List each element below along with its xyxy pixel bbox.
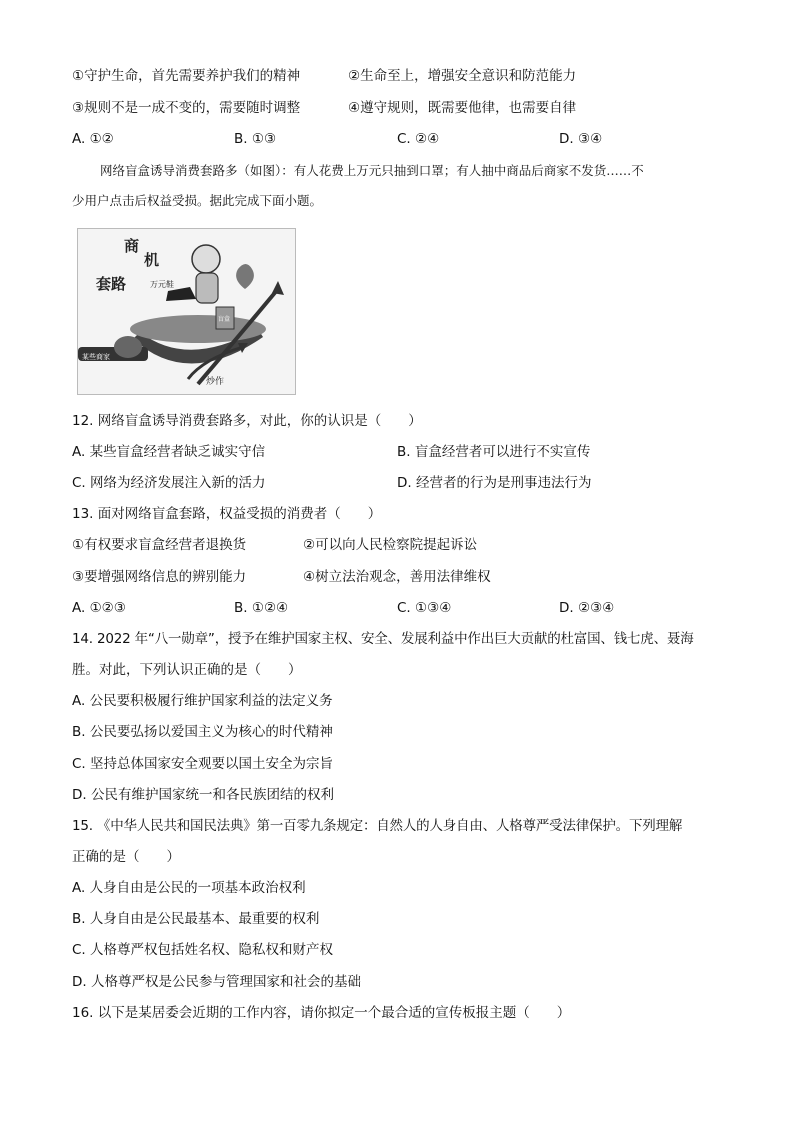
q15-stem-line-2: 正确的是（ ） [72, 849, 180, 865]
q15-option-a: A. 人身自由是公民的一项基本政治权利 [72, 880, 306, 896]
q13-statement-4: ④树立法治观念，善用法律维权 [303, 569, 491, 585]
q12-stem: 12. 网络盲盒诱导消费套路多，对此，你的认识是（ ） [72, 413, 422, 429]
q13-option-b: B. ①②④ [234, 600, 289, 616]
cartoon-label-4: 万元鞋 [150, 280, 174, 289]
statement-3: ③规则不是一成不变的，需要随时调整 [72, 100, 301, 116]
prev-option-c: C. ②④ [397, 131, 440, 147]
q12-option-c: C. 网络为经济发展注入新的活力 [72, 475, 266, 491]
cartoon-drawing [78, 229, 295, 394]
fist-shape [114, 336, 142, 358]
statement-2: ②生命至上，增强安全意识和防范能力 [348, 68, 577, 84]
blind-box-cartoon [77, 228, 296, 395]
cartoon-label-6: 某些商家 [82, 353, 110, 361]
q13-statement-1: ①有权要求盲盒经营者退换货 [72, 537, 247, 553]
q13-option-d: D. ②③④ [559, 600, 615, 616]
q13-stem: 13. 面对网络盲盒套路，权益受损的消费者（ ） [72, 506, 382, 522]
q15-option-b: B. 人身自由是公民最基本、最重要的权利 [72, 911, 320, 927]
material-line-1: 网络盲盒诱导消费套路多（如图）：有人花费上万元只抽到口罩；有人抽中商品后商家不发货……不 [100, 163, 644, 178]
q14-stem-line-1: 14. 2022 年“八一勋章”，授予在维护国家主权、安全、发展利益中作出巨大贡献的杜富国、钱七虎、聂海 [72, 631, 694, 647]
q14-option-c: C. 坚持总体国家安全观要以国土安全为宗旨 [72, 756, 334, 772]
prev-option-b: B. ①③ [234, 131, 277, 147]
q15-option-c: C. 人格尊严权包括姓名权、隐私权和财产权 [72, 942, 334, 958]
q14-option-d: D. 公民有维护国家统一和各民族团结的权利 [72, 787, 334, 803]
cartoon-label-1: 商 [124, 237, 140, 255]
q14-option-b: B. 公民要弘扬以爱国主义为核心的时代精神 [72, 724, 333, 740]
q13-option-a: A. ①②③ [72, 600, 126, 616]
q12-option-a: A. 某些盲盒经营者缺乏诚实守信 [72, 444, 266, 460]
material-line-2: 少用户点击后权益受损。据此完成下面小题。 [72, 193, 323, 208]
cartoon-label-7: 炒作 [206, 377, 225, 387]
character-head [192, 245, 220, 273]
q12-option-d: D. 经营者的行为是刑事违法行为 [397, 475, 592, 491]
cartoon-label-2: 机 [144, 251, 160, 269]
prev-option-a: A. ①② [72, 131, 114, 147]
prev-option-d: D. ③④ [559, 131, 603, 147]
q13-statement-3: ③要增强网络信息的辨别能力 [72, 569, 247, 585]
q12-option-b: B. 盲盒经营者可以进行不实宣传 [397, 444, 591, 460]
q14-option-a: A. 公民要积极履行维护国家利益的法定义务 [72, 693, 333, 709]
statement-4: ④遵守规则，既需要他律，也需要自律 [348, 100, 577, 116]
cartoon-label-3: 套路 [96, 275, 127, 293]
cartoon-label-5: 盲盒 [218, 316, 231, 323]
statement-1: ①守护生命，首先需要养护我们的精神 [72, 68, 301, 84]
q14-stem-line-2: 胜。对此，下列认识正确的是（ ） [72, 662, 302, 678]
character-body [196, 273, 218, 303]
q15-option-d: D. 人格尊严权是公民参与管理国家和社会的基础 [72, 974, 361, 990]
q13-statement-2: ②可以向人民检察院提起诉讼 [303, 537, 478, 553]
q16-stem: 16. 以下是某居委会近期的工作内容，请你拟定一个最合适的宣传板报主题（ ） [72, 1005, 571, 1021]
q15-stem-line-1: 15. 《中华人民共和国民法典》第一百零九条规定：自然人的人身自由、人格尊严受法律保护。下列理解 [72, 818, 683, 834]
q13-option-c: C. ①③④ [397, 600, 452, 616]
